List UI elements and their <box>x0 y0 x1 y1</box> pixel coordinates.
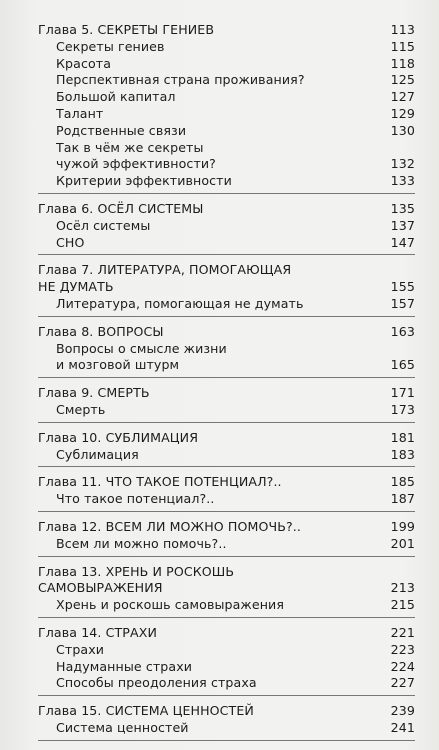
page-number: 227 <box>390 675 415 691</box>
entry-title: Глава 9. СМЕРТЬ <box>38 385 150 401</box>
entry-title: Смерть <box>56 401 106 417</box>
toc-chapter <box>38 701 415 741</box>
toc-chapter <box>38 383 415 423</box>
toc-chapter <box>38 199 415 255</box>
entry-title: Система ценностей <box>56 719 189 735</box>
section-entry <box>38 341 415 358</box>
table-of-contents <box>38 20 415 741</box>
page-number: 130 <box>390 122 415 138</box>
entry-title: Глава 7. ЛИТЕРАТУРА, ПОМОГАЮЩАЯ <box>38 262 292 278</box>
page-number: 183 <box>390 446 415 462</box>
section-entry <box>38 491 415 508</box>
section-entry <box>38 235 415 252</box>
entry-title: Большой капитал <box>56 89 176 105</box>
section-entry <box>38 39 415 56</box>
page-number: 125 <box>390 72 415 88</box>
section-entry <box>38 89 415 106</box>
section-entry <box>38 536 415 553</box>
toc-chapter <box>38 322 415 378</box>
page-number: 221 <box>390 624 415 640</box>
page-number: 213 <box>390 580 415 596</box>
entry-title: Так в чём же секреты <box>56 139 204 155</box>
chapter-heading-line <box>38 201 415 218</box>
section-entry <box>38 173 415 190</box>
entry-title: Глава 6. ОСЁЛ СИСТЕМЫ <box>38 200 204 216</box>
page-number: 115 <box>390 38 415 54</box>
chapter-heading-line <box>38 279 415 296</box>
page-number: 163 <box>390 323 415 339</box>
entry-title: СНО <box>56 234 85 250</box>
entry-title: Вопросы о смысле жизни <box>56 340 227 356</box>
page-number: 147 <box>390 234 415 250</box>
entry-title: Глава 10. СУБЛИМАЦИЯ <box>38 429 199 445</box>
section-entry <box>38 296 415 313</box>
entry-title: Глава 13. ХРЕНЬ И РОСКОШЬ <box>38 563 235 579</box>
page-number: 165 <box>390 357 415 373</box>
section-entry <box>38 597 415 614</box>
entry-title: Глава 15. СИСТЕМА ЦЕННОСТЕЙ <box>38 703 254 719</box>
page-number: 133 <box>390 173 415 189</box>
page-number: 157 <box>390 295 415 311</box>
section-entry <box>38 675 415 692</box>
chapter-heading-line <box>38 519 415 536</box>
entry-title: Красота <box>56 55 112 71</box>
section-entry <box>38 720 415 737</box>
entry-title: Сублимация <box>56 446 139 462</box>
page-number: 215 <box>390 597 415 613</box>
page-number: 181 <box>390 429 415 445</box>
entry-title: Перспективная страна проживания? <box>56 72 305 88</box>
page-number: 118 <box>390 55 415 71</box>
entry-title: НЕ ДУМАТЬ <box>38 279 114 295</box>
entry-title: Всем ли можно помочь?.. <box>56 535 227 551</box>
section-entry <box>38 357 415 374</box>
section-entry <box>38 106 415 123</box>
entry-title: и мозговой штурм <box>56 357 180 373</box>
entry-title: Глава 8. ВОПРОСЫ <box>38 323 164 339</box>
page-number: 129 <box>390 105 415 121</box>
page-number: 185 <box>390 474 415 490</box>
section-entry <box>38 140 415 157</box>
entry-title: Талант <box>56 105 104 121</box>
entry-title: Глава 14. СТРАХИ <box>38 624 157 640</box>
toc-chapter <box>38 260 415 316</box>
page-number: 137 <box>390 217 415 233</box>
page-number: 187 <box>390 491 415 507</box>
entry-title: Глава 12. ВСЕМ ЛИ МОЖНО ПОМОЧЬ?.. <box>38 518 301 534</box>
page-number: 132 <box>390 156 415 172</box>
chapter-heading-line <box>38 474 415 491</box>
chapter-heading-line <box>38 580 415 597</box>
chapter-heading-line <box>38 324 415 341</box>
section-entry <box>38 56 415 73</box>
entry-title: Литература, помогающая не думать <box>56 295 304 311</box>
entry-title: Страхи <box>56 641 105 657</box>
section-entry <box>38 218 415 235</box>
entry-title: САМОВЫРАЖЕНИЯ <box>38 580 163 596</box>
entry-title: Родственные связи <box>56 122 187 138</box>
toc-chapter <box>38 472 415 512</box>
chapter-heading-line <box>38 430 415 447</box>
section-entry <box>38 659 415 676</box>
entry-title: Надуманные страхи <box>56 658 193 674</box>
toc-chapter <box>38 517 415 557</box>
section-entry <box>38 642 415 659</box>
section-entry <box>38 72 415 89</box>
page-number: 113 <box>390 22 415 37</box>
toc-chapter <box>38 428 415 468</box>
entry-title: Глава 11. ЧТО ТАКОЕ ПОТЕНЦИАЛ?.. <box>38 474 282 490</box>
chapter-heading-line <box>38 22 415 39</box>
entry-title: Осёл системы <box>56 217 151 233</box>
entry-title: Хрень и роскошь самовыражения <box>56 597 285 613</box>
page-number: 224 <box>390 658 415 674</box>
section-entry <box>38 156 415 173</box>
page-number: 239 <box>390 703 415 719</box>
chapter-heading-line <box>38 564 415 581</box>
page-number: 127 <box>390 89 415 105</box>
chapter-heading-line <box>38 625 415 642</box>
section-entry <box>38 123 415 140</box>
page-number: 201 <box>390 535 415 551</box>
entry-title: Что такое потенциал?.. <box>56 491 215 507</box>
chapter-heading-line <box>38 262 415 279</box>
page-number: 223 <box>390 641 415 657</box>
page-number: 199 <box>390 518 415 534</box>
toc-chapter <box>38 20 415 194</box>
entry-title: Секреты гениев <box>56 38 165 54</box>
section-entry <box>38 402 415 419</box>
entry-title: Критерии эффективности <box>56 173 232 189</box>
chapter-heading-line <box>38 385 415 402</box>
entry-title: Глава 5. СЕКРЕТЫ ГЕНИЕВ <box>38 22 215 37</box>
entry-title: Способы преодоления страха <box>56 675 257 691</box>
toc-chapter <box>38 623 415 696</box>
page-number: 155 <box>390 279 415 295</box>
page-number: 171 <box>390 385 415 401</box>
page-number: 135 <box>390 200 415 216</box>
page-number: 173 <box>390 401 415 417</box>
toc-chapter <box>38 562 415 618</box>
page-number: 241 <box>390 719 415 735</box>
section-entry <box>38 447 415 464</box>
chapter-heading-line <box>38 703 415 720</box>
entry-title: чужой эффективности? <box>56 156 216 172</box>
